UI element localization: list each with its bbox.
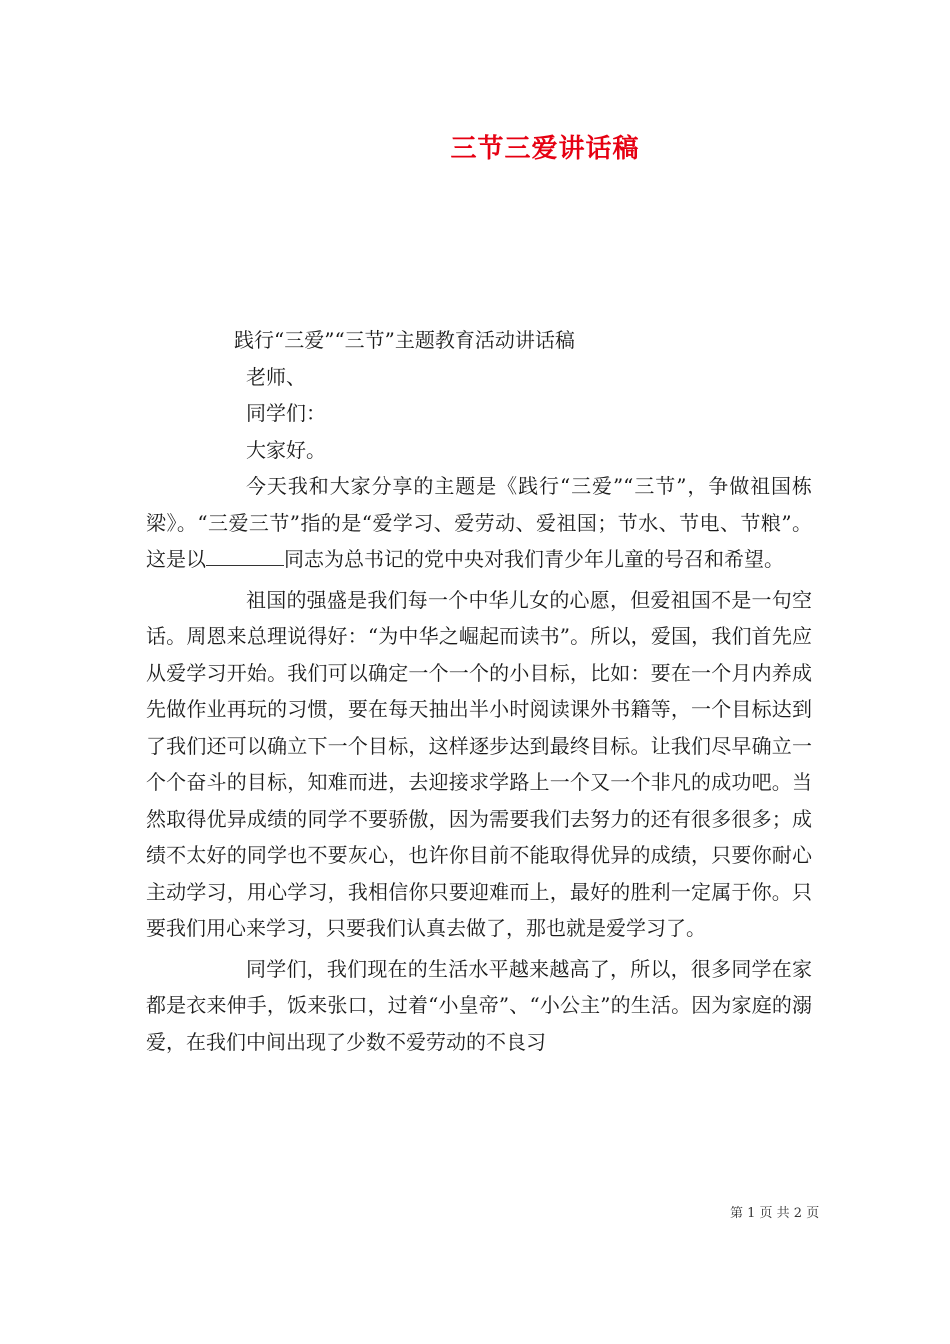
greeting: 大家好。 bbox=[246, 437, 326, 462]
paragraph-intro-text-2: 同志为总书记的党中央对我们青少年儿童的号召和希望。 bbox=[284, 547, 784, 571]
speech-heading: 践行“三爱”“三节”主题教育活动讲话稿 bbox=[234, 328, 575, 352]
salutation-students: 同学们： bbox=[246, 401, 326, 425]
paragraph-love-labor: 同学们，我们现在的生活水平越来越高了，所以，很多同学在家都是衣来伸手，饭来张口，过着“小皇帝”、“小公主”的生活。因为家庭的溺爱，在我们中间出现了少数不爱劳动的不良习 bbox=[146, 956, 812, 1054]
paragraph-intro bbox=[146, 468, 812, 578]
fill-in-blank bbox=[206, 545, 284, 566]
salutation-teachers: 老师、 bbox=[246, 364, 306, 389]
document-title: 三节三爱讲话稿 bbox=[450, 134, 640, 164]
page-number: 第 1 页 共 2 页 bbox=[730, 1206, 820, 1221]
paragraph-intro-text-1: 今天我和大家分享的主题是《践行“三爱”“三节”，争做祖国栋梁》。“三爱三节”指的是“爱学习、爱劳动、爱祖国；节水、节电、节粮”。这是以 bbox=[146, 474, 812, 571]
document-body bbox=[146, 322, 812, 1060]
paragraph-love-learning: 祖国的强盛是我们每一个中华儿女的心愿，但爱祖国不是一句空话。周恩来总理说得好：“为中华之崛起而读书”。所以，爱国，我们首先应从爱学习开始。我们可以确定一个一个的小目标，比如：要在一个月内养成先做作业再玩的习惯，要在每天抽出半小时阅读课外书籍等，一个目标达到了我们还可以确立下一个目标，这样逐步达到最终目标。让我们尽早确立一个个奋斗的目标，知难而进，去迎接求学路上一个又一个非凡的成功吧。当然取得优异成绩的同学不要骄傲，因为需要我们去努力的还有很多很多；成绩不太好的同学也不要灰心，也许你目前不能取得优异的成绩，只要你耐心主动学习，用心学习，我相信你只要迎难而上，最好的胜利一定属于你。只要我们用心来学习，只要我们认真去做了，那也就是爱学习了。 bbox=[146, 587, 812, 940]
